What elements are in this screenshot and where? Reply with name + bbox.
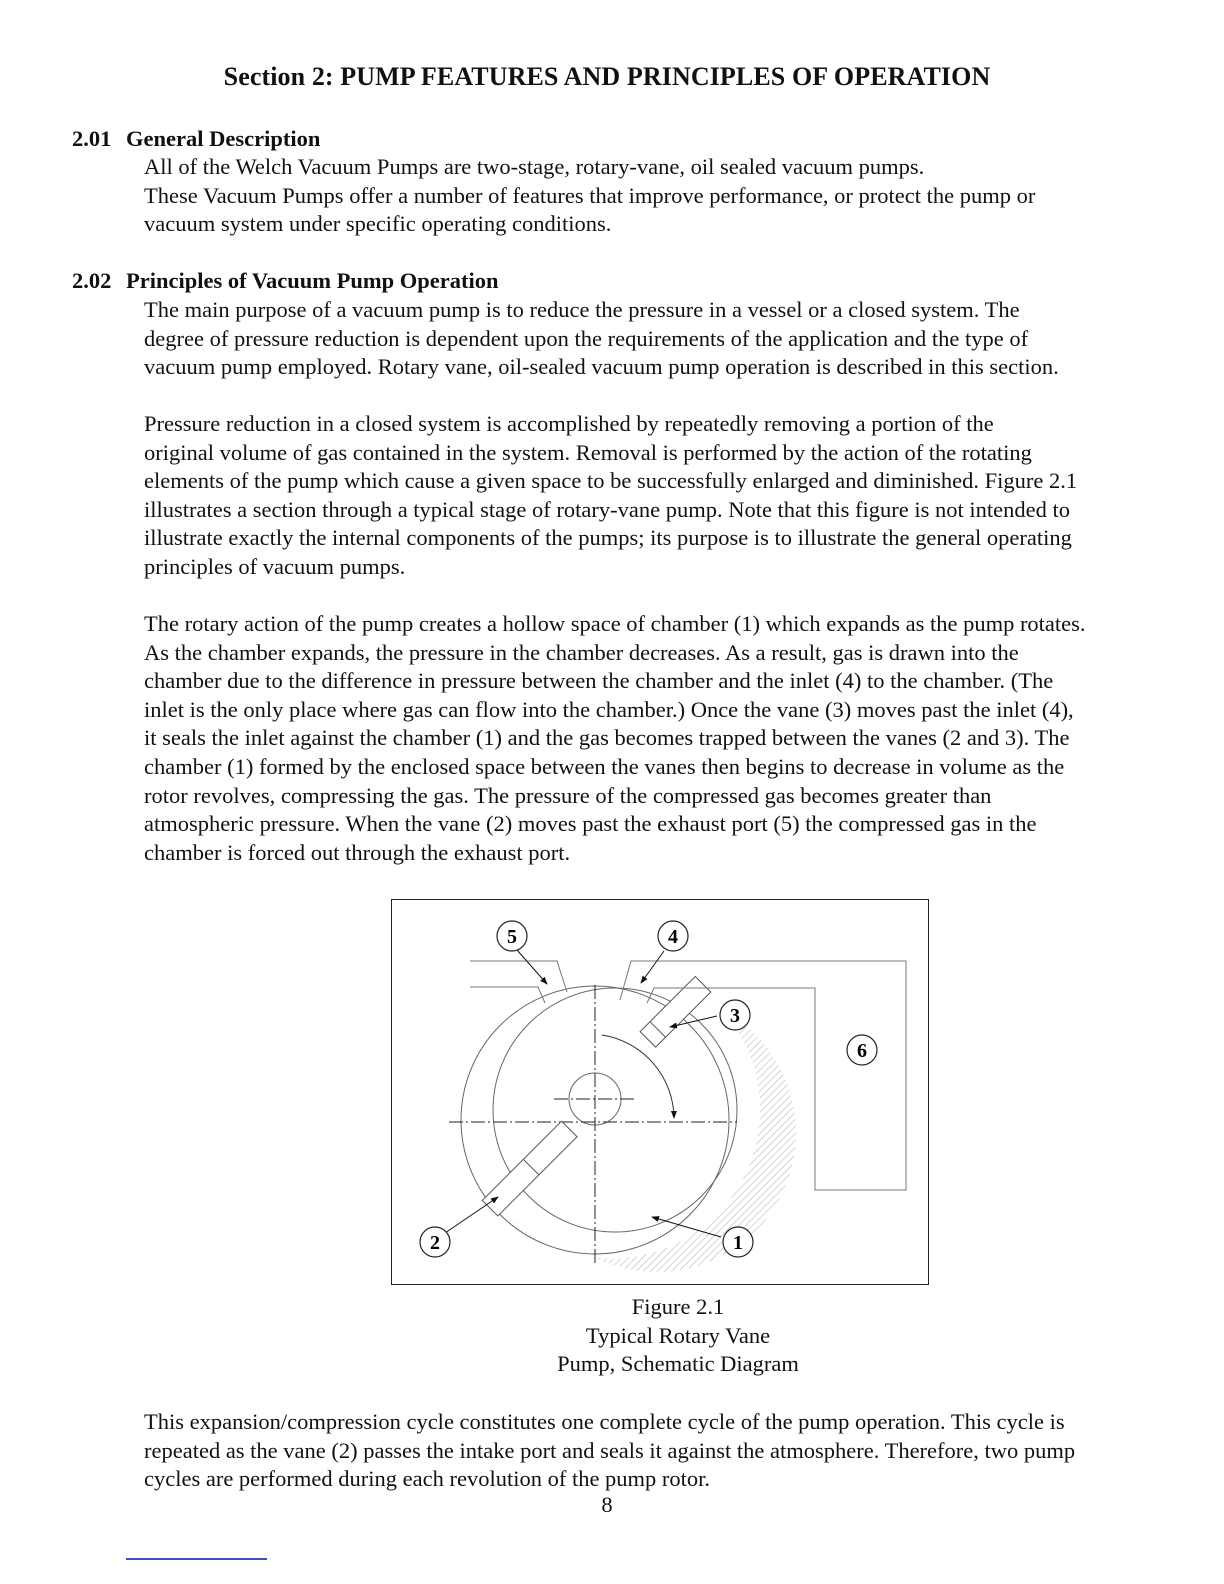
text-line: Pressure reduction in a closed system is accomplished by repeatedly removing a portion of the: [144, 411, 994, 436]
page-number: 8: [601, 1492, 613, 1517]
text-line: cycles are performed during each revolution of the pump rotor.: [144, 1466, 711, 1492]
rotor-circle: [493, 988, 737, 1232]
paragraph-cycle: [144, 1408, 1154, 1494]
figure-caption: [378, 1293, 978, 1379]
text-line: All of the Welch Vacuum Pumps are two-stage, rotary-vane, oil sealed vacuum pumps.: [144, 154, 925, 179]
footnote-separator: [126, 1558, 267, 1560]
section-heading-2-01: [72, 126, 320, 152]
text-line: elements of the pump which cause a given space to be successfully enlarged and diminished. Figure 2.1: [144, 468, 1078, 494]
figure-rotary-vane-pump: [391, 899, 929, 1285]
text-line: As the chamber expands, the pressure in the chamber decreases. As a result, gas is drawn into the: [144, 639, 1019, 665]
text-line: The rotary action of the pump creates a hollow space of chamber (1) which expands as the pump rotates.: [144, 611, 1086, 636]
svg-text:2: 2: [430, 1232, 440, 1254]
text-line: The main purpose of a vacuum pump is to reduce the pressure in a vessel or a closed system. The: [144, 297, 1020, 322]
text-line: rotor revolves, compressing the gas. The pressure of the compressed gas becomes greater than: [144, 782, 992, 808]
section-number: 2.01: [72, 126, 112, 151]
text-line: These Vacuum Pumps offer a number of features that improve performance, or protect the pump or: [144, 182, 1036, 208]
text-line: principles of vacuum pumps.: [144, 553, 406, 579]
text-line: degree of pressure reduction is dependent upon the requirements of the application and the type of: [144, 325, 1029, 351]
section-title: General Description: [126, 126, 321, 151]
text-line: vacuum system under specific operating conditions.: [144, 211, 612, 237]
svg-text:4: 4: [668, 926, 678, 948]
text-line: repeated as the vane (2) passes the intake port and seals it against the atmosphere. Therefore, two pump: [144, 1437, 1076, 1463]
callout-2: [420, 1227, 450, 1257]
text-line: atmospheric pressure. When the vane (2) moves past the exhaust port (5) the compressed gas in the: [144, 811, 1037, 837]
text-line: chamber is forced out through the exhaust port.: [144, 839, 571, 865]
paragraph-rotary-action: [144, 610, 1154, 867]
callout-4: [658, 921, 688, 951]
callout-1: [723, 1227, 753, 1257]
text-line: original volume of gas contained in the system. Removal is performed by the action of the rotating: [144, 439, 1032, 465]
text-line: illustrates a section through a typical stage of rotary-vane pump. Note that this figure is not intended to: [144, 496, 1071, 522]
svg-text:3: 3: [730, 1005, 740, 1027]
vane-2: [482, 1121, 577, 1216]
caption-line: Pump, Schematic Diagram: [557, 1351, 799, 1377]
svg-text:1: 1: [733, 1232, 743, 1254]
section-heading-2-02: [72, 268, 499, 294]
svg-text:6: 6: [857, 1040, 867, 1062]
paragraph-general-description: [144, 153, 1154, 239]
text-line: inlet is the only place where gas can flow into the chamber.) Once the vane (3) moves past the inlet (4),: [144, 696, 1074, 722]
caption-line: Figure 2.1: [631, 1294, 725, 1319]
svg-text:5: 5: [507, 926, 517, 948]
callout-3: [720, 1000, 750, 1030]
section-number: 2.02: [72, 268, 112, 293]
section-title: Principles of Vacuum Pump Operation: [126, 268, 499, 293]
callout-6: [847, 1035, 877, 1065]
text-line: This expansion/compression cycle constitutes one complete cycle of the pump operation. This cycle is: [144, 1409, 1065, 1434]
text-line: chamber (1) formed by the enclosed space between the vanes then begins to decrease in volume as the: [144, 753, 1065, 779]
callout-5: [497, 921, 527, 951]
text-line: it seals the inlet against the chamber (1) and the gas becomes trapped between the vanes (2 and 3). The: [144, 725, 1070, 751]
text-line: chamber due to the difference in pressure between the chamber and the inlet (4) to the chamber. (The: [144, 668, 1054, 694]
caption-line: Typical Rotary Vane: [585, 1322, 771, 1348]
pump-schematic-diagram: [392, 900, 930, 1286]
paragraph-purpose: [144, 296, 1154, 382]
page-title: Section 2: PUMP FEATURES AND PRINCIPLES OF OPERATION: [223, 62, 991, 91]
paragraph-pressure-reduction: [144, 410, 1154, 582]
text-line: illustrate exactly the internal components of the pumps; its purpose is to illustrate the general operating: [144, 525, 1072, 551]
text-line: vacuum pump employed. Rotary vane, oil-sealed vacuum pump operation is described in this section.: [144, 354, 1059, 380]
